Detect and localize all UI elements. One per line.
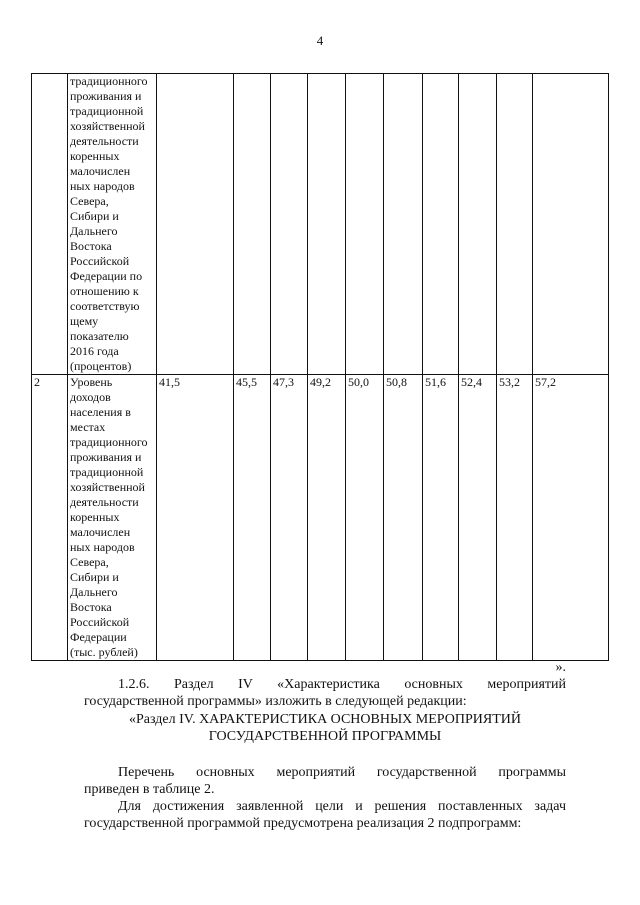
value-cell xyxy=(308,74,346,375)
paragraph-line: государственной программой предусмотрена реализация 2 подпрограмм: xyxy=(84,816,522,831)
paragraph-line: приведен в таблице 2. xyxy=(84,782,215,797)
value-cell: 57,2 xyxy=(533,375,609,661)
amendment-paragraph xyxy=(84,676,566,710)
value-cell xyxy=(384,74,423,375)
value-cell xyxy=(234,74,271,375)
value-cell: 45,5 xyxy=(234,375,271,661)
page-number: 4 xyxy=(316,33,324,48)
value-cell xyxy=(271,74,308,375)
value-cell xyxy=(346,74,384,375)
value-cell: 41,5 xyxy=(157,375,234,661)
table-row xyxy=(32,74,609,375)
subprograms-paragraph xyxy=(84,798,566,832)
value-cell xyxy=(157,74,234,375)
row-number: 2 xyxy=(32,375,68,661)
section-heading xyxy=(84,711,566,745)
row-number xyxy=(32,74,68,375)
heading-line: «Раздел IV. ХАРАКТЕРИСТИКА ОСНОВНЫХ МЕРОПРИЯТИЙ xyxy=(129,712,521,727)
value-cell xyxy=(497,74,533,375)
value-cell: 50,0 xyxy=(346,375,384,661)
value-cell: 53,2 xyxy=(497,375,533,661)
value-cell: 50,8 xyxy=(384,375,423,661)
paragraph-line: 1.2.6. Раздел IV «Характеристика основных мероприятий xyxy=(118,677,566,692)
value-cell xyxy=(423,74,459,375)
value-cell: 47,3 xyxy=(271,375,308,661)
closing-quote: ». xyxy=(555,660,566,675)
table-row xyxy=(32,375,609,661)
value-cell xyxy=(533,74,609,375)
indicator-description: традиционного проживания и традиционной хозяйственной деятельности коренных малочислен ных народов Севера, Сибири и Дальнего Востока Российской Федерации по отношению к соответствую щему показателю 2016 года (процентов) xyxy=(68,74,157,375)
paragraph-line: государственной программы» изложить в следующей редакции: xyxy=(84,694,467,709)
value-cell: 49,2 xyxy=(308,375,346,661)
value-cell xyxy=(459,74,497,375)
paragraph-line: Для достижения заявленной цели и решения поставленных задач xyxy=(118,799,566,814)
indicator-description: Уровень доходов населения в местах традиционного проживания и традиционной хозяйственной деятельности коренных малочислен ных народов Севера, Сибири и Дальнего Востока Российской Федерации (тыс. рублей) xyxy=(68,375,157,661)
value-cell: 51,6 xyxy=(423,375,459,661)
heading-line: ГОСУДАРСТВЕННОЙ ПРОГРАММЫ xyxy=(208,729,442,744)
value-cell: 52,4 xyxy=(459,375,497,661)
list-paragraph xyxy=(84,764,566,798)
indicators-table xyxy=(31,73,609,661)
paragraph-line: Перечень основных мероприятий государственной программы xyxy=(118,765,566,780)
